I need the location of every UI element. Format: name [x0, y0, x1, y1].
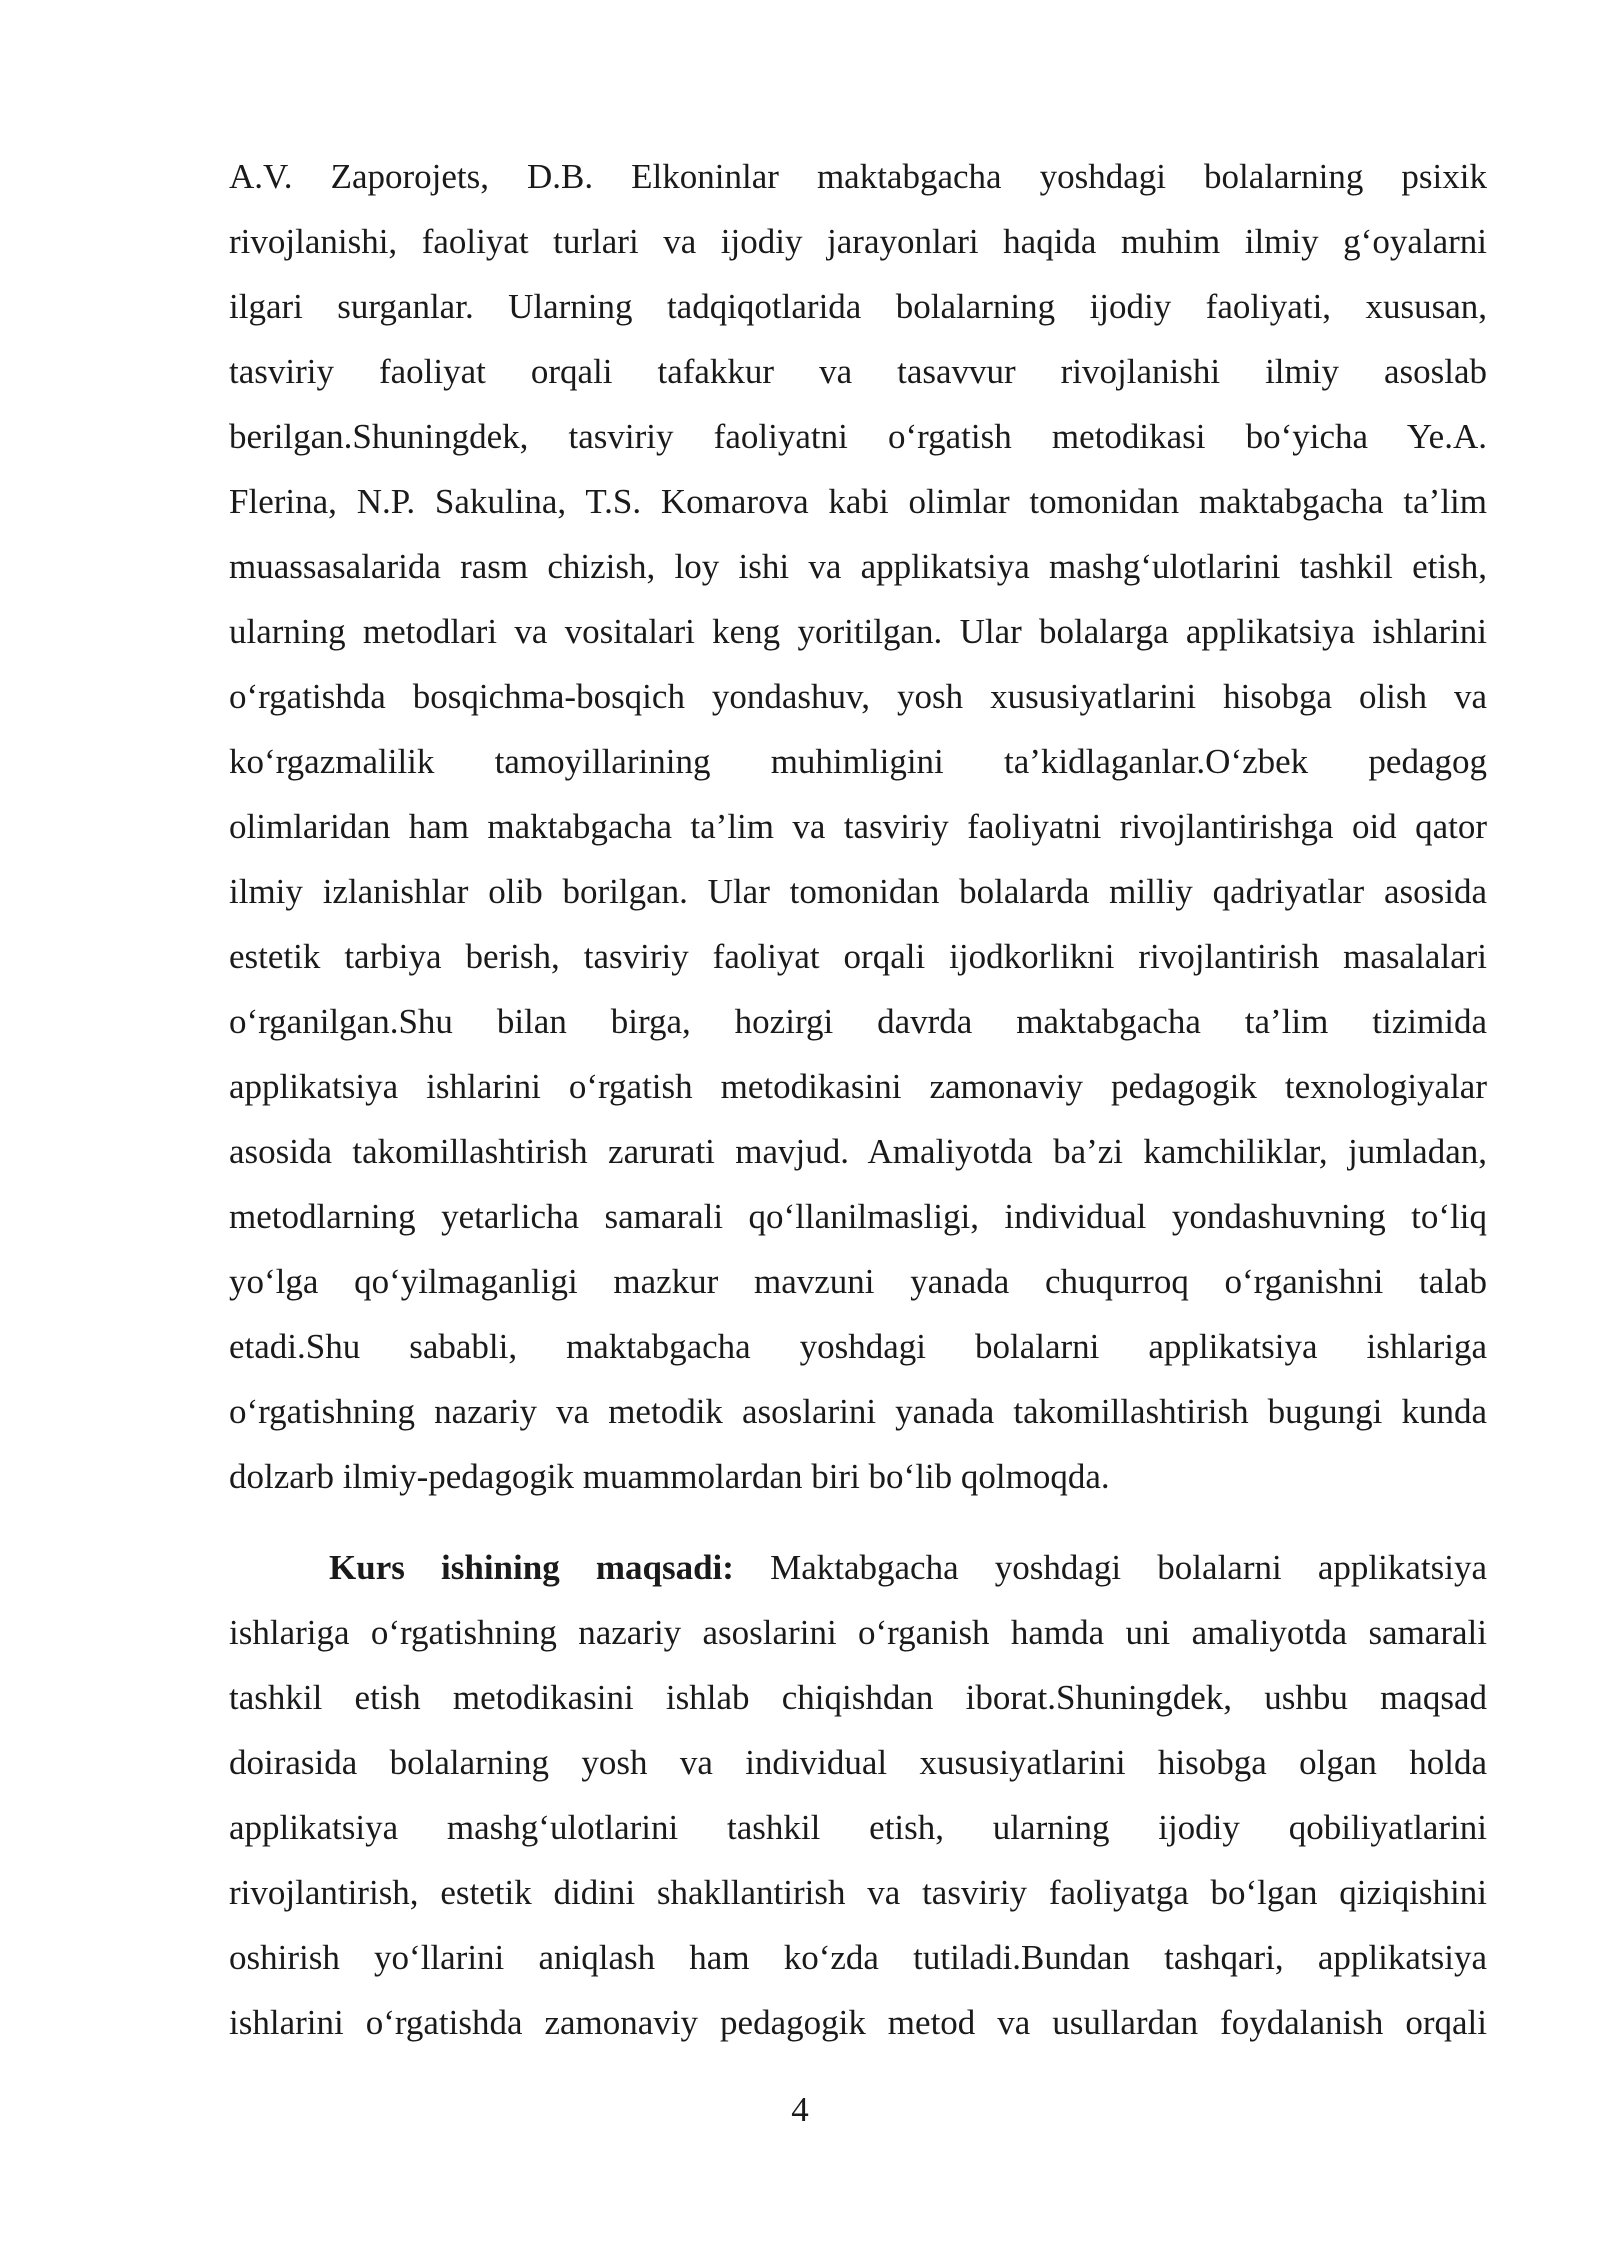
text-line: o‘rgatishning nazariy va metodik asoslarini yanada takomillashtirish bugungi kunda — [229, 1392, 1487, 1431]
text-line: tasviriy faoliyat orqali tafakkur va tasavvur rivojlanishi ilmiy asoslab — [229, 352, 1487, 391]
text-line: ilmiy izlanishlar olib borilgan. Ular tomonidan bolalarda milliy qadriyatlar asosida — [229, 872, 1487, 911]
text-line: dolzarb ilmiy-pedagogik muammolardan biri bo‘lib qolmoqda. — [229, 1457, 1110, 1496]
text-line: estetik tarbiya berish, tasviriy faoliyat orqali ijodkorlikni rivojlantirish masalalari — [229, 937, 1487, 976]
paragraph-literature-review — [229, 144, 1487, 1509]
text-line: ularning metodlari va vositalari keng yoritilgan. Ular bolalarga applikatsiya ishlarini — [229, 612, 1487, 651]
section-heading: Kurs ishining maqsadi: — [329, 1548, 734, 1587]
text-line: doirasida bolalarning yosh va individual xususiyatlarini hisobga olgan holda — [229, 1743, 1487, 1782]
text-line: Flerina, N.P. Sakulina, T.S. Komarova kabi olimlar tomonidan maktabgacha ta’lim — [229, 482, 1487, 521]
text-line: ishlarini o‘rgatishda zamonaviy pedagogik metod va usullardan foydalanish orqali — [229, 2003, 1487, 2042]
text-line-first — [229, 1535, 1487, 1600]
text-line: rivojlanishi, faoliyat turlari va ijodiy jarayonlari haqida muhim ilmiy g‘oyalarni — [229, 222, 1487, 261]
page-number: 4 — [791, 2090, 809, 2129]
text-line: asosida takomillashtirish zarurati mavjud. Amaliyotda ba’zi kamchiliklar, jumladan, — [229, 1132, 1487, 1171]
text-line: o‘rganilgan.Shu bilan birga, hozirgi davrda maktabgacha ta’lim tizimida — [229, 1002, 1487, 1041]
text-line: applikatsiya ishlarini o‘rgatish metodikasini zamonaviy pedagogik texnologiyalar — [229, 1067, 1487, 1106]
text-line: rivojlantirish, estetik didini shakllantirish va tasviriy faoliyatga bo‘lgan qiziqishini — [229, 1873, 1487, 1912]
text-line: A.V. Zaporojets, D.B. Elkoninlar maktabgacha yoshdagi bolalarning psixik — [229, 157, 1487, 196]
text-line: muassasalarida rasm chizish, loy ishi va applikatsiya mashg‘ulotlarini tashkil etish, — [229, 547, 1487, 586]
paragraph-course-goal — [229, 1535, 1487, 2055]
text-line: oshirish yo‘llarini aniqlash ham ko‘zda tutiladi.Bundan tashqari, applikatsiya — [229, 1938, 1487, 1977]
text-line: o‘rgatishda bosqichma-bosqich yondashuv, yosh xususiyatlarini hisobga olish va — [229, 677, 1487, 716]
text-line: ilgari surganlar. Ularning tadqiqotlarida bolalarning ijodiy faoliyati, xususan, — [229, 287, 1487, 326]
text-line: tashkil etish metodikasini ishlab chiqishdan iborat.Shuningdek, ushbu maqsad — [229, 1678, 1487, 1717]
heading-continuation: Maktabgacha yoshdagi bolalarni applikatsiya — [733, 1548, 1487, 1587]
text-line: berilgan.Shuningdek, tasviriy faoliyatni o‘rgatish metodikasi bo‘yicha Ye.A. — [229, 417, 1487, 456]
text-line: applikatsiya mashg‘ulotlarini tashkil etish, ularning ijodiy qobiliyatlarini — [229, 1808, 1487, 1847]
text-line: etadi.Shu sababli, maktabgacha yoshdagi bolalarni applikatsiya ishlariga — [229, 1327, 1487, 1366]
text-line: ko‘rgazmalilik tamoyillarining muhimligini ta’kidlaganlar.O‘zbek pedagog — [229, 742, 1487, 781]
text-line: metodlarning yetarlicha samarali qo‘llanilmasligi, individual yondashuvning to‘liq — [229, 1197, 1487, 1236]
text-line: yo‘lga qo‘yilmaganligi mazkur mavzuni yanada chuqurroq o‘rganishni talab — [229, 1262, 1487, 1301]
text-line: olimlaridan ham maktabgacha ta’lim va tasviriy faoliyatni rivojlantirishga oid qator — [229, 807, 1487, 846]
text-line: ishlariga o‘rgatishning nazariy asoslarini o‘rganish hamda uni amaliyotda samarali — [229, 1613, 1487, 1652]
